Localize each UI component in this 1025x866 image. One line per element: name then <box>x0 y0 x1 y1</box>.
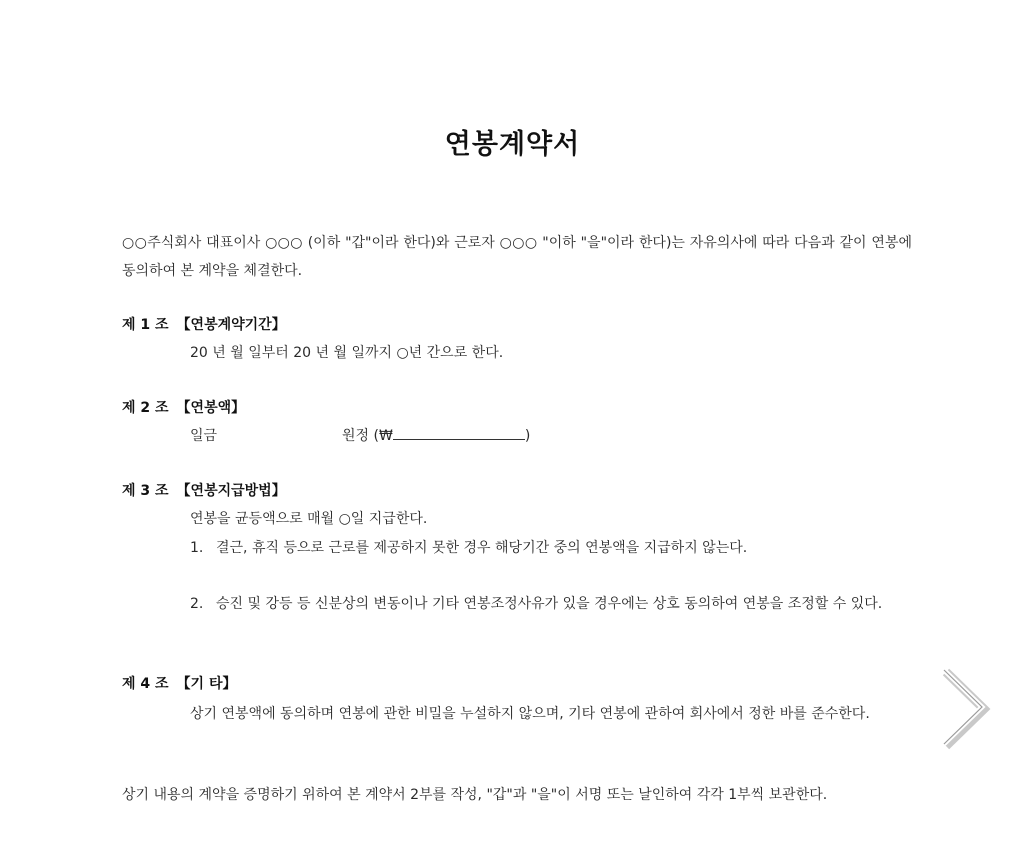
article-3-heading <box>122 480 286 502</box>
next-page-button[interactable] <box>934 664 998 754</box>
article-1-title: 【연봉계약기간】 <box>176 317 286 333</box>
list-marker: 1. <box>190 540 204 556</box>
article-2-title: 【연봉액】 <box>176 400 246 416</box>
article-2-body <box>190 425 912 447</box>
pay-close: ) <box>524 428 531 444</box>
article-3-title: 【연봉지급방법】 <box>176 483 286 499</box>
document-title: 연봉계약서 <box>444 129 581 160</box>
article-4-body <box>190 700 912 728</box>
article-1-body: 20 년 월 일부터 20 년 월 일까지 ○년 간으로 한다. <box>190 345 504 361</box>
chevron-right-icon <box>934 664 998 754</box>
article-4-text: 상기 연봉액에 동의하며 연봉에 관한 비밀을 누설하지 않으며, 기타 연봉에 관하여 회사에서 정한 바를 준수한다. <box>190 706 870 722</box>
intro-paragraph: ○○주식회사 대표이사 ○○○ (이하 "갑"이라 한다)와 근로자 ○○○ "이하 "을"이라 한다)는 자유의사에 따라 다음과 같이 연봉에 동의하여 본 계약을 체결한다. <box>122 235 912 279</box>
closing-paragraph: 상기 내용의 계약을 증명하기 위하여 본 계약서 2부를 작성, "갑"과 "을"이 서명 또는 날인하여 각각 1부씩 보관한다. <box>122 787 828 803</box>
pay-label: 일금 <box>190 428 218 444</box>
list-item-text: 결근, 휴직 등으로 근로를 제공하지 못한 경우 해당기간 중의 연봉액을 지급하지 않는다. <box>216 540 748 556</box>
article-2-number: 제 2 조 <box>122 400 169 416</box>
article-4-title: 【기 타】 <box>176 676 237 692</box>
pay-amount-blank <box>393 425 525 440</box>
article-3-number: 제 3 조 <box>122 483 169 499</box>
list-item-text: 승진 및 강등 등 신분상의 변동이나 기타 연봉조정사유가 있을 경우에는 상호 동의하여 연봉을 조정할 수 있다. <box>216 596 883 612</box>
list-marker: 2. <box>190 596 204 612</box>
article-4-heading <box>122 673 236 695</box>
article-3-item-1 <box>190 534 912 562</box>
article-4-number: 제 4 조 <box>122 676 169 692</box>
article-3-body: 연봉을 균등액으로 매월 ○일 지급한다. <box>190 511 428 527</box>
article-2-heading <box>122 397 245 419</box>
pay-suffix: 원정 (₩ <box>342 428 393 444</box>
article-1-heading <box>122 314 286 336</box>
article-1-number: 제 1 조 <box>122 317 169 333</box>
article-3-item-2 <box>190 590 912 618</box>
